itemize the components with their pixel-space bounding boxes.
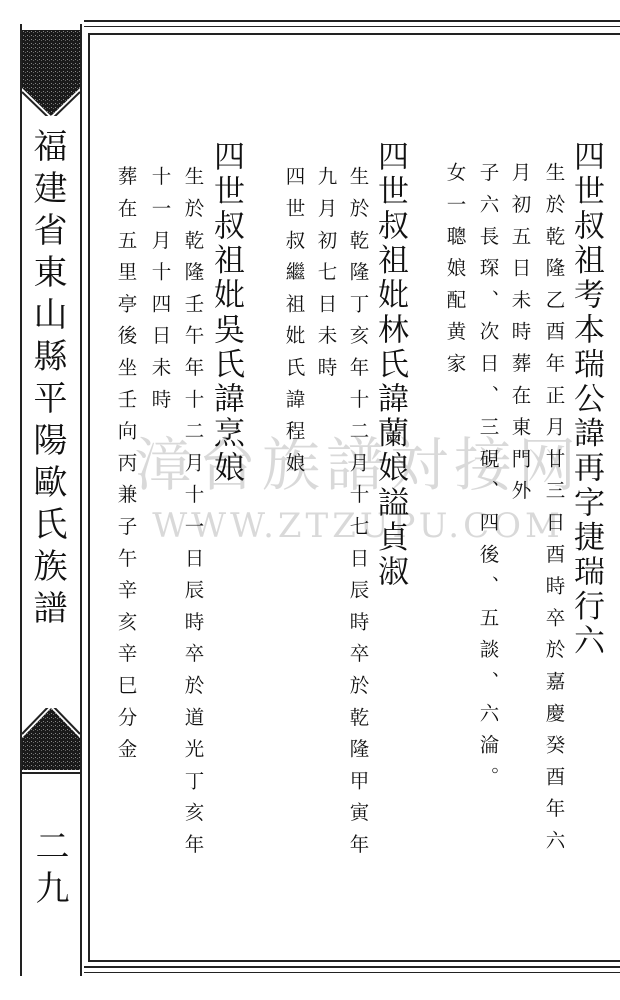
entry-text-line: 四世叔繼祖妣氏諱程娘: [282, 166, 306, 484]
entry-text-line: 生於乾隆乙酉年正月廿三日酉時卒於嘉慶癸酉年六: [542, 162, 566, 862]
entry-text-line: 子六長琛、次日、三硯、四後、五談、六淪。: [476, 162, 500, 798]
entry-text-line: 葬在五里亭後坐壬向丙兼子午辛亥辛巳分金: [114, 166, 138, 771]
bottom-border-inner: [84, 972, 620, 973]
bottom-border: [84, 966, 620, 968]
fishtail-ornament-bottom: [22, 708, 80, 770]
spine-right-rule: [80, 24, 82, 976]
book-title: 福建省東山縣平陽歐氏族譜: [27, 128, 67, 632]
top-border: [84, 20, 620, 22]
top-border-inner: [84, 26, 620, 27]
entry-heading: 四世叔祖妣吳氏諱烹娘: [208, 140, 244, 486]
fishtail-ornament-top: [22, 30, 80, 116]
entry-text-line: 九月初七日未時: [314, 166, 338, 389]
entry-text-line: 女一聰娘配黄家: [443, 162, 467, 385]
entry-text-line: 月初五日未時葬在東門外: [508, 162, 532, 512]
watermark-url: WWW.ZTZUPU.COM: [152, 506, 564, 546]
spine-divider: [22, 772, 80, 774]
entry-heading: 四世叔祖考本瑞公諱再字捷瑞行六: [568, 140, 604, 659]
watermark-chinese: 漳台族譜対接网: [133, 431, 582, 499]
spine-left-rule: [20, 24, 22, 976]
entry-text-line: 生於乾隆丁亥年十二月十七日辰時卒於乾隆甲寅年: [346, 166, 370, 866]
page-number: 二九: [29, 828, 69, 912]
entry-heading: 四世叔祖妣林氏諱蘭娘謚貞淑: [372, 140, 408, 590]
entry-text-line: 十一月十四日未時: [148, 166, 172, 421]
entry-text-line: 生於乾隆壬午年十二月十一日辰時卒於道光丁亥年: [181, 166, 205, 866]
